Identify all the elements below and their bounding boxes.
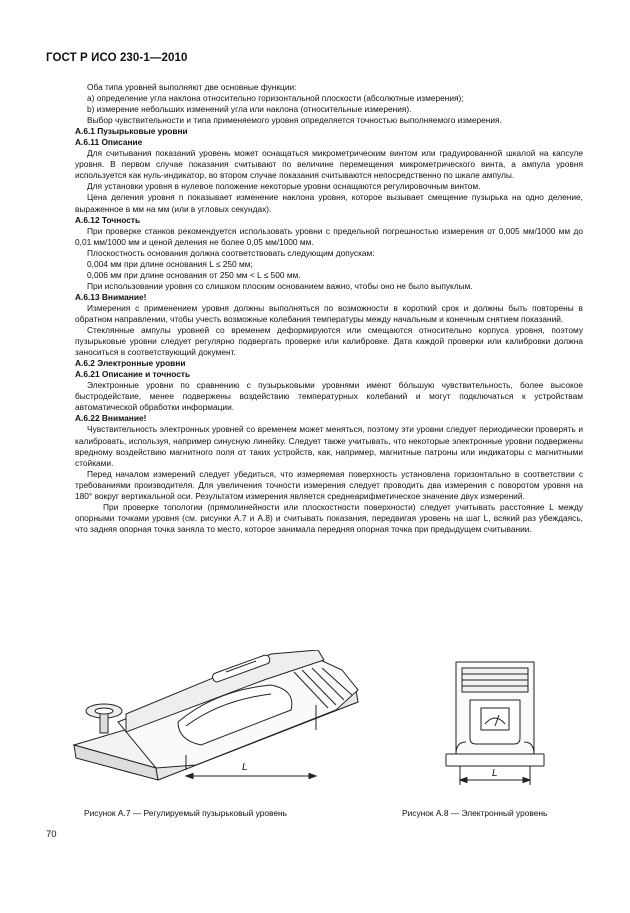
bubble-level-figure (66, 650, 376, 795)
paragraph: а) определение угла наклона относительно горизонтальной плоскости (абсолютные измерения); (87, 93, 464, 104)
paragraph: Чувствительность электронных уровней со временем может меняться, поэтому эти уровни следует периодически проверять и калибровать, используя, например синусную линейку. Следует также учитывать, что некоторые электронные уровни подвержены вредному воздействию магнитного поля от таких устройств, как, например, магнитные патроны или индикаторы с магнитными стойками. (75, 424, 583, 468)
section-heading: А.6.11 Описание (75, 137, 143, 148)
body-text (75, 82, 583, 535)
paragraph: Для считывания показаний уровень может оснащаться микрометрическим винтом или градуированной шкалой на капсуле уровня. В первом случае показания считывают по величине перемещения микрометрического винта, а ампула уровня используется как нуль-индикатор, во втором случае показания считываются непосредственно по шкале ампулы. (75, 148, 583, 181)
paragraph: При использовании уровня со слишком плоским основанием важно, чтобы оно не было выпуклым. (87, 280, 473, 291)
section-heading: А.6.12 Точность (75, 214, 141, 225)
paragraph: Плоскостность основания должна соответствовать следующим допускам: (87, 247, 375, 258)
paragraph: b) измерение небольших изменений угла или наклона (относительные измерения). (87, 104, 412, 115)
section-heading: А.6.1 Пузырьковые уровни (75, 126, 188, 137)
page-number: 70 (46, 829, 57, 840)
paragraph: Цена деления уровня n показывает изменение наклона уровня, которое вызывает смещение пузырька на одно деление, выраженное в мм на мм (или в угловых секундах). (75, 192, 583, 214)
paragraph: 0,006 мм при длине основания от 250 мм < L ≤ 500 мм. (87, 269, 301, 280)
page-header: ГОСТ Р ИСО 230-1—2010 (46, 52, 188, 64)
section-heading: А.6.2 Электронные уровни (75, 358, 186, 369)
paragraph: Оба типа уровней выполняют две основные функции: (87, 82, 297, 92)
paragraph: Перед началом измерений следует убедиться, что измеряемая поверхность установлена горизонтально в соответствии с требованиями производителя. Для увеличения точности измерения следует проводить два измерения с поворотом уровня на 180° вокруг вертикальной оси. Результатом измерения является среднеарифметическое значение двух измерений. (75, 468, 583, 501)
paragraph: При проверке станков рекомендуется использовать уровни с предельной погрешностью измерения от 0,005 мм/1000 мм до 0,01 мм/1000 мм и ценой деления не более 0,05 мм/1000 мм. (75, 225, 583, 247)
section-heading: А.6.22 Внимание! (75, 413, 147, 424)
section-heading: А.6.13 Внимание! (75, 291, 147, 302)
paragraph: Измерения с применением уровня должны выполняться по возможности в короткий срок и должны быть повторены в обратном направлении, чтобы учесть возможные колебания температуры между начальным и конечным снятием показаний. (75, 302, 583, 324)
paragraph: 0,004 мм при длине основания L ≤ 250 мм; (87, 258, 253, 269)
paragraph: Стеклянные ампулы уровней со временем деформируются или смещаются относительно корпуса уровня, поэтому пузырьковые уровни следует регулярно подвергать проверке или калибровке. Дата каждой проверки или калибровки должна заноситься в соответствующий документ. (75, 325, 583, 358)
paragraph: Электронные уровни по сравнению с пузырьковыми уровнями имеют бо́льшую чувствительность, более высокое быстродействие, менее подвержены воздействию температурных колебаний и могут подключаться к устройствам автоматической обработки информации. (75, 380, 583, 413)
figures-area (46, 650, 606, 830)
figure-caption: Рисунок А.7 — Регулируемый пузырьковый уровень (84, 808, 288, 818)
electronic-level-figure (436, 660, 591, 800)
paragraph: При проверке топологии (прямолинейности или плоскостности поверхности) следует учитывать расстояние L между опорными точками уровня (см. рисунки А.7 и А.8) и считывать показания, передвигая уровень на шаг L, всякий раз убеждаясь, что задняя опорная точка заняла то место, которое занимала передняя опорная точка при предыдущем считывании. (75, 501, 583, 534)
section-heading: А.6.21 Описание и точность (75, 369, 191, 380)
figure-caption: Рисунок А.8 — Электронный уровень (402, 808, 548, 818)
dimension-label: L (242, 762, 248, 773)
paragraph: Для установки уровня в нулевое положение некоторые уровни оснащаются регулировочным винтом. (87, 181, 481, 192)
paragraph: Выбор чувствительности и типа применяемого уровня определяется точностью выполняемого измерения. (87, 115, 502, 126)
dimension-label: L (492, 768, 498, 779)
